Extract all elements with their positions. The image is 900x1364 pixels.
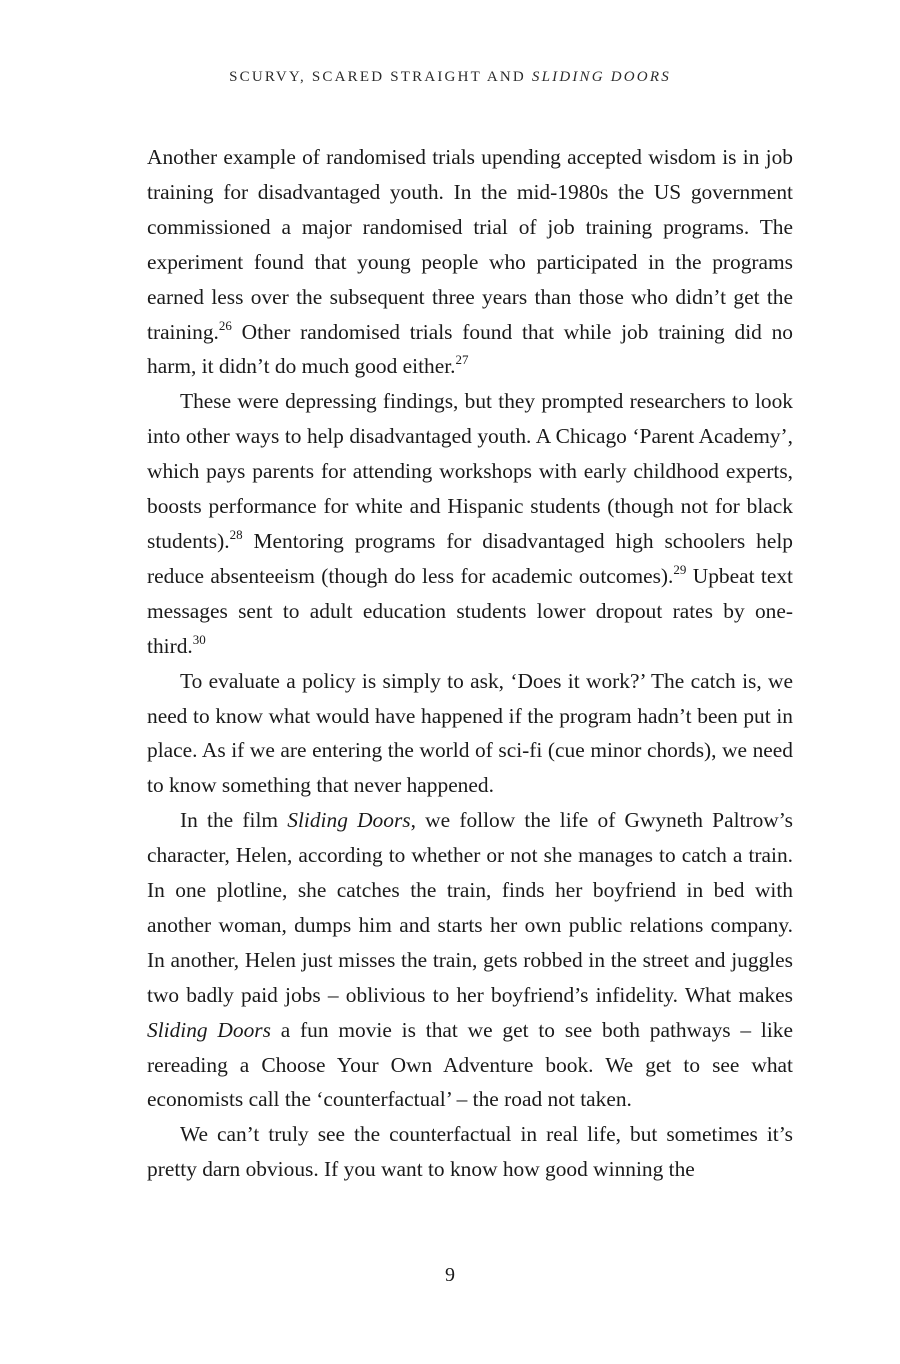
paragraph-text: Another example of randomised trials upending accepted wisdom is in job training for disadvantaged youth. In the mid-1980s the US government commissioned a major randomised trial of job training programs. The experiment found that young people who participated in the programs earned less over the subsequent three years than those who didn’t get the training. xyxy=(147,145,793,344)
paragraph-text: In the film xyxy=(180,808,288,833)
paragraph xyxy=(147,384,793,663)
footnote-marker: 30 xyxy=(192,631,206,647)
italic-title: Sliding Doors xyxy=(287,808,411,833)
paragraph xyxy=(147,664,793,804)
paragraph-text: Upbeat text messages sent to adult education students lower dropout rates by one-third. xyxy=(147,563,793,658)
paragraph-text: Other randomised trials found that while job training did no harm, it didn’t do much good either. xyxy=(147,319,793,379)
paragraph-text: To evaluate a policy is simply to ask, ‘Does it work?’ The catch is, we need to know what would have happened if the program hadn’t been put in place. As if we are entering the world of sci-fi (cue minor chords), we need to know something that never happened. xyxy=(147,668,793,798)
paragraph-text: , we follow the life of Gwyneth Paltrow’s character, Helen, according to whether or not she manages to catch a train. In one plotline, she catches the train, finds her boyfriend in bed with another woman, dumps him and starts her own public relations company. In another, Helen just misses the train, gets robbed in the street and juggles two badly paid jobs – oblivious to her boyfriend’s infidelity. What makes xyxy=(147,808,793,1007)
footnote-marker: 27 xyxy=(455,352,469,368)
paragraph-text: We can’t truly see the counterfactual in real life, but sometimes it’s pretty darn obvious. If you want to know how good winning the xyxy=(147,1122,793,1182)
paragraph-text: Mentoring programs for disadvantaged high schoolers help reduce absenteeism (though do less for academic outcomes). xyxy=(147,528,793,588)
paragraph xyxy=(147,140,793,384)
italic-title: Sliding Doors xyxy=(147,1017,271,1042)
paragraph-text: a fun movie is that we get to see both pathways – like rereading a Choose Your Own Adventure book. We get to see what economists call the ‘counterfactual’ – the road not taken. xyxy=(147,1017,793,1112)
running-head-italic: SLIDING DOORS xyxy=(531,69,671,85)
footnote-marker: 28 xyxy=(229,526,243,542)
page-number: 9 xyxy=(445,1264,455,1286)
paragraph-text: These were depressing findings, but they prompted researchers to look into other ways to help disadvantaged youth. A Chicago ‘Parent Academy’, which pays parents for attending workshops with early childhood experts, boosts performance for white and Hispanic students (though not for black students). xyxy=(147,389,793,553)
paragraph xyxy=(147,1117,793,1187)
body-text xyxy=(147,140,793,1187)
paragraph xyxy=(147,803,793,1117)
footnote-marker: 26 xyxy=(218,317,232,333)
footnote-marker: 29 xyxy=(673,561,687,577)
running-head-plain: SCURVY, SCARED STRAIGHT AND xyxy=(229,69,532,85)
running-head xyxy=(0,69,900,86)
